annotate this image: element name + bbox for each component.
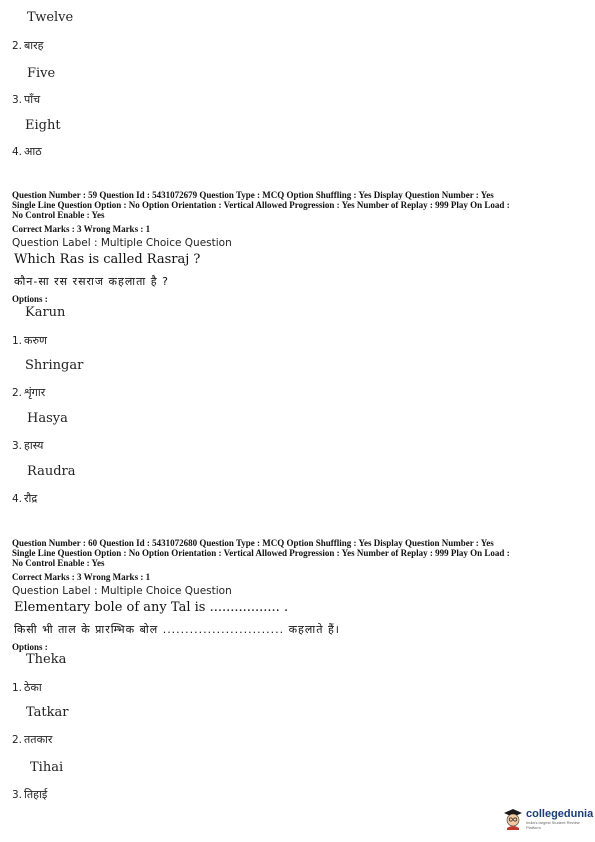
collegedunia-logo [503, 808, 595, 830]
q60-marks: Correct Marks : 3 Wrong Marks : 1 [12, 572, 151, 582]
option-hindi: हास्य [24, 439, 44, 452]
q59-option-2-en: Shringar [25, 358, 84, 373]
q60-option-3-en: Tihai [30, 760, 64, 775]
option-number: 3. [12, 94, 23, 106]
option-number: 1. [12, 682, 23, 694]
option-number: 3. [12, 440, 23, 452]
q60-question-text-hi: किसी भी ताल के प्रारम्भिक बोल ........................... कहलाते हैं। [14, 623, 340, 636]
q59-question-label: Question Label : Multiple Choice Question [12, 237, 232, 249]
q60-question-text-en: Elementary bole of any Tal is ................. . [14, 600, 289, 615]
q60-option-1-en: Theka [26, 652, 67, 667]
q59-option-1-en: Karun [25, 305, 66, 320]
q60-meta-line-2: Single Line Question Option : No Option Orientation : Vertical Allowed Progression : Yes Number of Replay : 999 Play On Load : [12, 548, 510, 558]
option-hindi: रौद्र [24, 492, 38, 505]
option-number: 2. [12, 40, 23, 52]
q60-meta-line-1: Question Number : 60 Question Id : 5431072680 Question Type : MCQ Option Shuffling : Yes Display Question Number : Yes [12, 538, 494, 548]
option-number: 2. [12, 387, 23, 399]
prev-option-4 [12, 140, 42, 159]
q60-option-3 [12, 783, 47, 802]
q59-marks: Correct Marks : 3 Wrong Marks : 1 [12, 224, 151, 234]
prev-option-3-en: Five [27, 66, 56, 81]
prev-option-4-en: Eight [25, 118, 61, 133]
q60-option-2-en: Tatkar [26, 705, 69, 720]
option-number: 3. [12, 789, 23, 801]
graduate-mascot-icon [503, 808, 523, 830]
option-number: 1. [12, 335, 23, 347]
option-hindi: बारह [24, 39, 44, 52]
option-number: 4. [12, 146, 23, 158]
q59-options-header: Options : [12, 294, 48, 304]
option-number: 2. [12, 734, 23, 746]
q60-options-header: Options : [12, 642, 48, 652]
q59-meta-line-3: No Control Enable : Yes [12, 210, 105, 220]
option-hindi: तिहाई [24, 788, 48, 801]
option-hindi: ठेका [24, 681, 42, 694]
q59-option-3 [12, 434, 43, 453]
q59-option-1 [12, 329, 47, 348]
option-hindi: पाँच [24, 93, 41, 106]
option-hindi: शृंगार [24, 386, 46, 399]
option-hindi: आठ [24, 145, 42, 158]
q59-option-4-en: Raudra [27, 464, 76, 479]
option-hindi: करुण [24, 334, 48, 347]
prev-option-2-en: Twelve [27, 10, 74, 25]
q60-option-1 [12, 676, 42, 695]
q59-question-text-en: Which Ras is called Rasraj ? [14, 252, 201, 267]
prev-option-3 [12, 88, 40, 107]
q59-meta-line-1: Question Number : 59 Question Id : 5431072679 Question Type : MCQ Option Shuffling : Yes Display Question Number : Yes [12, 190, 494, 200]
logo-name: collegedunia [526, 808, 594, 820]
logo-tagline: India's largest Student Review Platform [526, 820, 580, 830]
q59-option-3-en: Hasya [27, 411, 68, 426]
q60-question-label: Question Label : Multiple Choice Question [12, 585, 232, 597]
q59-option-4 [12, 487, 37, 506]
q59-question-text-hi: कौन-सा रस रसराज कहलाता है ? [14, 275, 169, 288]
option-hindi: ततकार [24, 733, 53, 746]
q60-meta-line-3: No Control Enable : Yes [12, 558, 105, 568]
q59-meta-line-2: Single Line Question Option : No Option Orientation : Vertical Allowed Progression : Yes Number of Replay : 999 Play On Load : [12, 200, 510, 210]
q59-option-2 [12, 381, 45, 400]
option-number: 4. [12, 493, 23, 505]
q60-option-2 [12, 728, 52, 747]
prev-option-2 [12, 34, 44, 53]
